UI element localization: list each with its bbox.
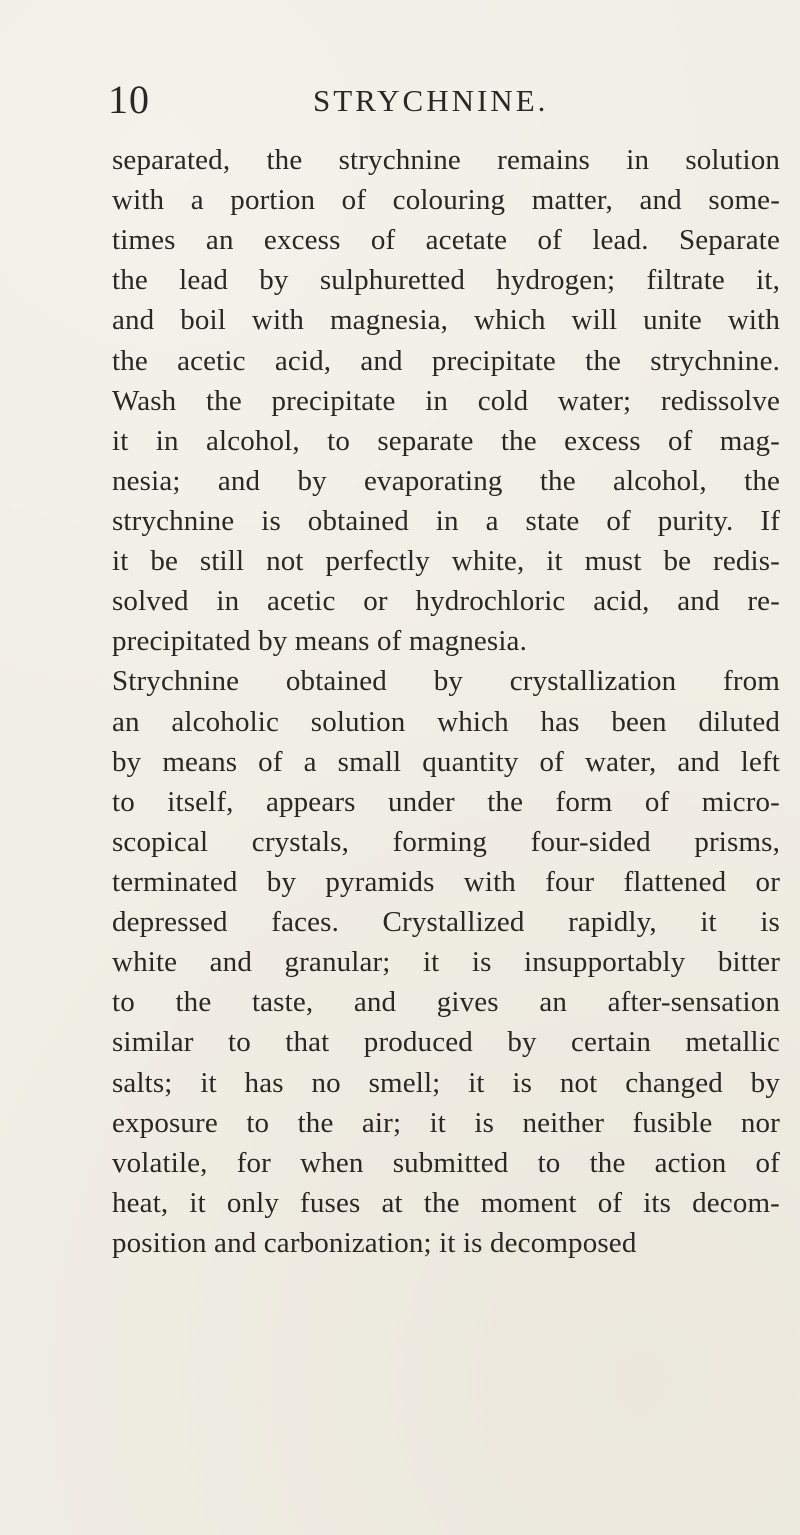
page-number: 10 bbox=[108, 77, 150, 122]
text-line: exposure to the air; it is neither fusible nor bbox=[112, 1106, 780, 1139]
text-line: times an excess of acetate of lead. Separate bbox=[112, 224, 780, 257]
text-line: with a portion of colouring matter, and some- bbox=[112, 184, 780, 217]
running-head: STRYCHNINE. bbox=[313, 83, 549, 118]
text-line: precipitated by means of magnesia. bbox=[112, 625, 527, 658]
text-line: solved in acetic or hydrochloric acid, and re- bbox=[112, 585, 780, 618]
text-line: volatile, for when submitted to the action of bbox=[112, 1146, 780, 1179]
text-line: Strychnine obtained by crystallization from bbox=[112, 665, 780, 698]
text-line: to the taste, and gives an after-sensation bbox=[112, 986, 780, 1019]
text-line: it be still not perfectly white, it must be redis- bbox=[112, 545, 780, 578]
text-line: an alcoholic solution which has been diluted bbox=[112, 705, 780, 738]
text-line: nesia; and by evaporating the alcohol, the bbox=[112, 464, 780, 497]
text-line: white and granular; it is insupportably bitter bbox=[112, 946, 780, 979]
text-line: position and carbonization; it is decomposed bbox=[112, 1226, 637, 1259]
text-line: salts; it has no smell; it is not changed by bbox=[112, 1066, 780, 1099]
page-header bbox=[108, 76, 668, 124]
text-line: to itself, appears under the form of micro- bbox=[112, 785, 780, 818]
text-line: scopical crystals, forming four-sided prisms, bbox=[112, 825, 780, 858]
text-line: it in alcohol, to separate the excess of mag- bbox=[112, 424, 780, 457]
text-line: by means of a small quantity of water, and left bbox=[112, 745, 780, 778]
text-line: the acetic acid, and precipitate the strychnine. bbox=[112, 344, 780, 377]
text-line: and boil with magnesia, which will unite with bbox=[112, 304, 780, 337]
text-line: similar to that produced by certain metallic bbox=[112, 1026, 780, 1059]
text-line: terminated by pyramids with four flattened or bbox=[112, 865, 780, 898]
text-line: Wash the precipitate in cold water; redissolve bbox=[112, 384, 780, 417]
text-line: depressed faces. Crystallized rapidly, it is bbox=[112, 906, 780, 939]
text-line: heat, it only fuses at the moment of its decom- bbox=[112, 1186, 780, 1219]
text-line: strychnine is obtained in a state of purity. If bbox=[112, 504, 780, 537]
text-line: the lead by sulphuretted hydrogen; filtrate it, bbox=[112, 264, 780, 297]
body-text bbox=[112, 140, 780, 1263]
text-line: separated, the strychnine remains in solution bbox=[112, 144, 780, 176]
